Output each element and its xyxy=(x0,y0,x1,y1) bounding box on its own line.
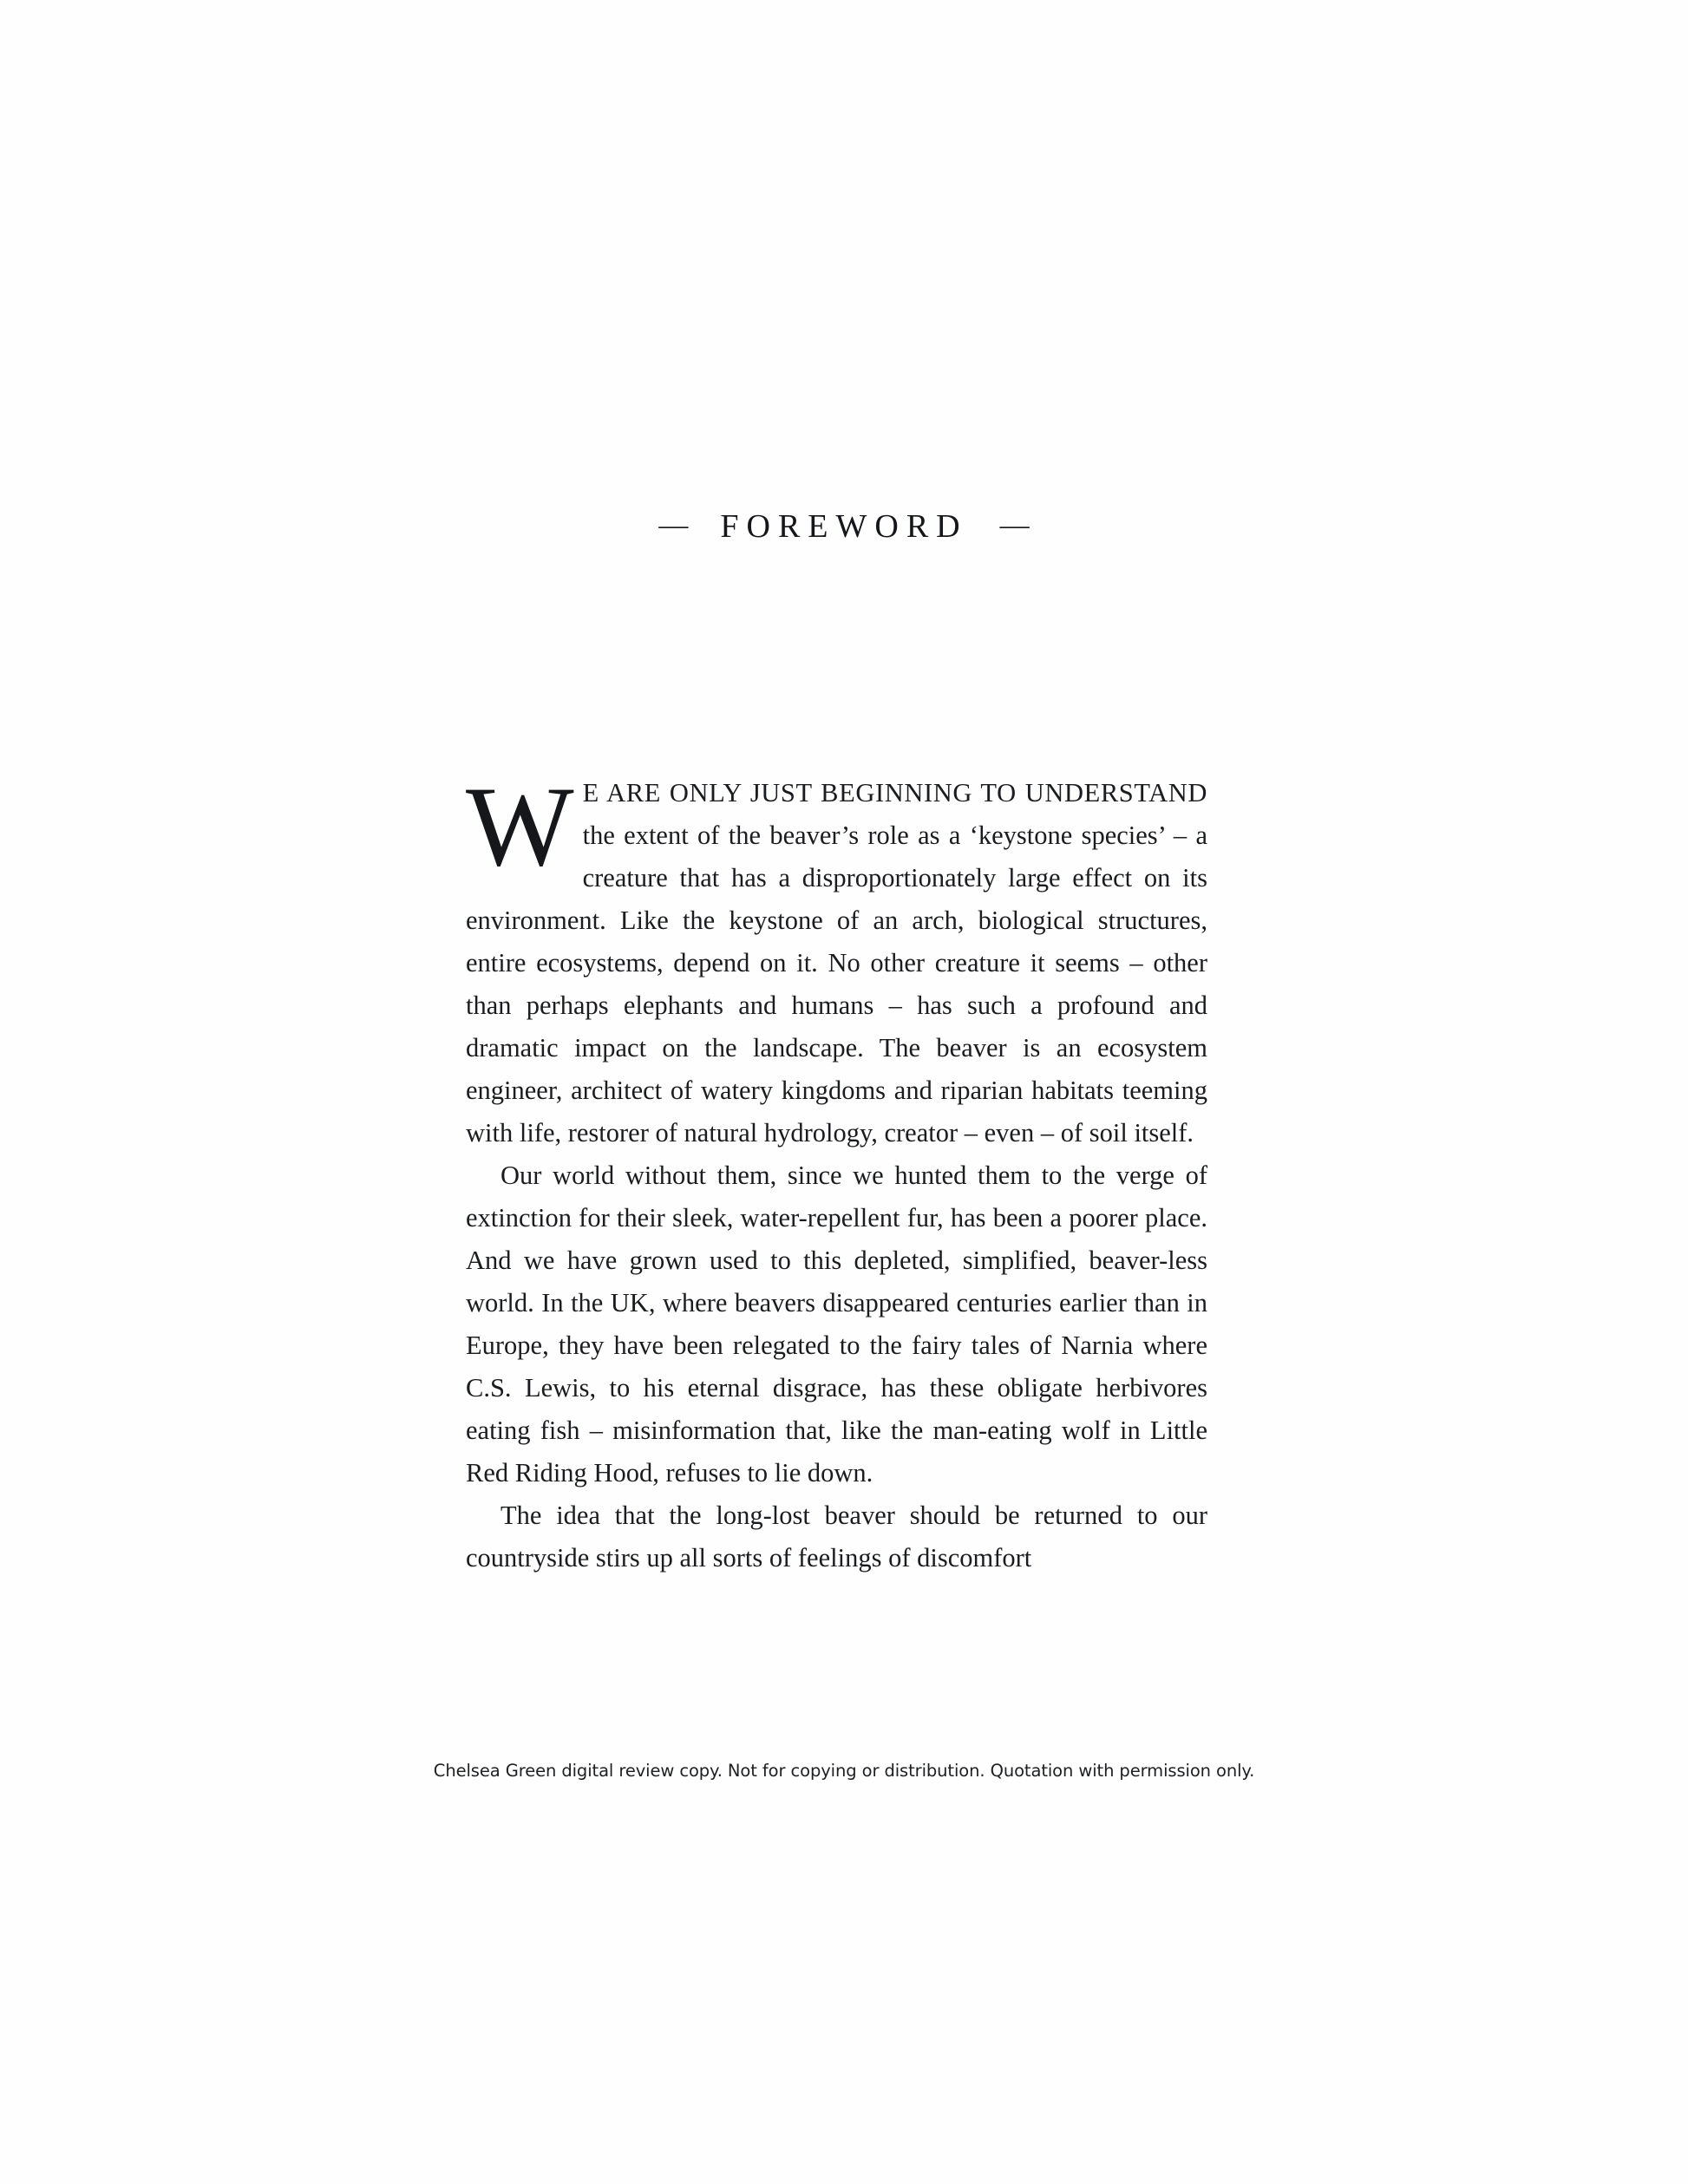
footer-notice: Chelsea Green digital review copy. Not for copying or distribution. Quotation with permission only. xyxy=(433,1761,1255,1781)
opening-small-caps: E ARE ONLY JUST BEGINNING TO UNDERSTAND xyxy=(582,778,1207,808)
paragraph-2: Our world without them, since we hunted them to the verge of extinction for their sleek, water-repellent fur, has been a poorer place. And we have grown used to this depleted, simplified, beaver-less world. In the UK, where beavers disappeared centuries earlier than in Europe, they have been relegated to the fairy tales of Narnia where C.S. Lewis, to his eternal disgrace, has these obligate herbivores eating fish – misinformation that, like the man-eating wolf in Little Red Riding Hood, refuses to lie down. xyxy=(466,1161,1207,1488)
drop-cap: W xyxy=(466,762,574,890)
title-right-dash: — xyxy=(999,509,1030,541)
paragraph-3: The idea that the long-lost beaver should be returned to our countryside stirs up all sorts of feelings of discomfort xyxy=(466,1501,1207,1573)
page-title xyxy=(0,507,1688,546)
title-left-dash: — xyxy=(658,509,689,541)
body-text xyxy=(466,762,1207,1579)
paragraph-1 xyxy=(466,762,1207,1154)
title-text: FOREWORD xyxy=(720,508,968,545)
paragraph-1-text: the extent of the beaver’s role as a ‘keystone species’ – a creature that has a disproportionately large effect on its environment. Like the keystone of an arch, biological structures, entire ecosystems, depend on it. No other creature it seems – other than perhaps elephants and humans – has such a profound and dramatic impact on the landscape. The beaver is an ecosystem engineer, architect of watery kingdoms and riparian habitats teeming with life, restorer of natural hydrology, creator – even – of soil itself. xyxy=(466,821,1207,1148)
